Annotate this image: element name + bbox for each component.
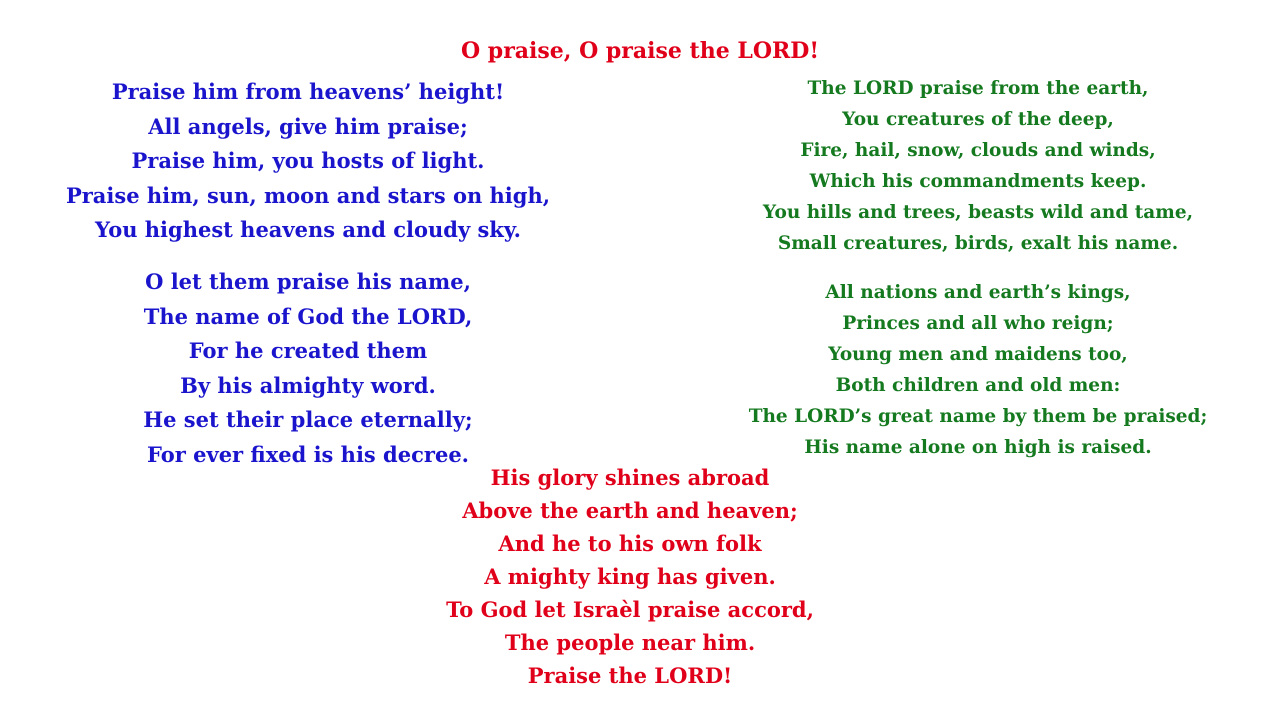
verse-line: To God let Israèl praise accord, (446, 597, 814, 622)
verse-line: You hills and trees, beasts wild and tame, (762, 202, 1194, 223)
verse-line: Praise him, you hosts of light. (131, 148, 485, 173)
verse-line: Praise the LORD! (527, 663, 733, 688)
stanza-refrain (380, 461, 880, 692)
verse-line: You highest heavens and cloudy sky. (95, 217, 521, 242)
verse-line: Above the earth and heaven; (462, 498, 798, 523)
verse-line: For he created them (188, 338, 428, 363)
verse-line: And he to his own folk (498, 531, 762, 556)
verse-line: His name alone on high is raised. (804, 437, 1152, 458)
verse-line: The name of God the LORD, (143, 303, 473, 329)
verse-line: His glory shines abroad (490, 465, 770, 490)
stanza-blue-2 (28, 265, 588, 472)
verse-line: The people near him. (504, 630, 756, 655)
verse-line: For ever fixed is his decree. (146, 441, 469, 467)
verse-line: Fire, hail, snow, clouds and winds, (800, 140, 1156, 161)
stanza-blue-1 (28, 75, 588, 248)
verse-line: He set their place eternally; (143, 407, 473, 432)
verse-line: Both children and old men: (835, 375, 1121, 396)
stanza-green-2 (728, 277, 1228, 463)
hymn-title: O praise, O praise the LORD! (460, 38, 820, 64)
verse-line: The LORD praise from the earth, (807, 78, 1149, 99)
verse-line: Which his commandments keep. (809, 171, 1147, 192)
verse-line: Praise him from heavens’ height! (111, 79, 505, 104)
verse-line: You creatures of the deep, (842, 109, 1114, 130)
stanza-green-1 (728, 73, 1228, 259)
verse-line: O let them praise his name, (145, 269, 471, 294)
verse-line: Praise him, sun, moon and stars on high, (65, 182, 551, 208)
verse-line: Small creatures, birds, exalt his name. (777, 233, 1179, 254)
verse-line: All angels, give him praise; (148, 113, 468, 139)
verse-line: A mighty king has given. (484, 564, 776, 589)
verse-line: All nations and earth’s kings, (825, 282, 1131, 303)
verse-line: Young men and maidens too, (828, 344, 1128, 365)
verse-line: The LORD’s great name by them be praised; (748, 406, 1208, 427)
verse-line: Princes and all who reign; (842, 313, 1114, 334)
verse-line: By his almighty word. (180, 372, 436, 398)
